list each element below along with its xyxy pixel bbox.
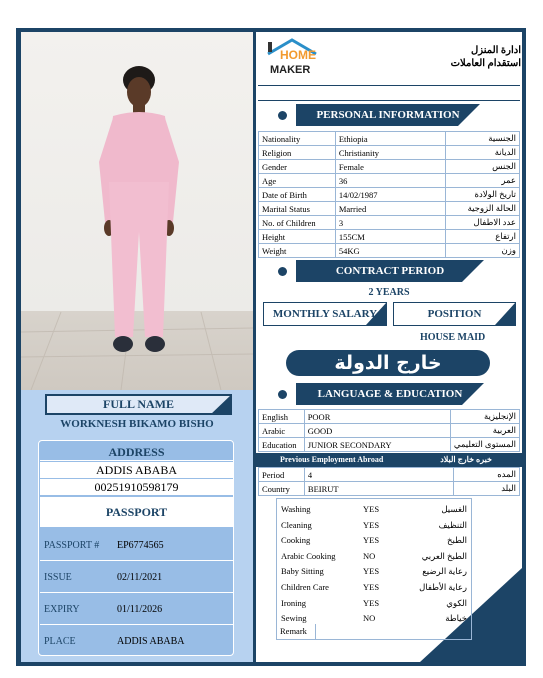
- table-row: [259, 230, 520, 244]
- corner-triangle-icon: [366, 303, 386, 325]
- corner-triangle-icon: [458, 104, 480, 126]
- full-name-value: WORKNESH BIKAMO BISHO: [60, 418, 214, 430]
- row-label: Age: [259, 174, 336, 188]
- address-city: ADDIS ABABA: [40, 462, 233, 478]
- row-arabic-label: الديانة: [446, 146, 520, 160]
- row-value: YES: [363, 582, 380, 592]
- row-value: YES: [363, 535, 380, 545]
- address-label: ADDRESS: [40, 443, 233, 461]
- personal-info-table: [258, 131, 520, 258]
- corner-triangle-icon: [210, 394, 232, 415]
- row-label: Cooking: [281, 535, 311, 545]
- passport-row-label: PASSPORT #: [44, 540, 100, 551]
- row-arabic-label: وزن: [446, 244, 520, 258]
- row-arabic-label: تاريخ الولادة: [446, 188, 520, 202]
- passport-row: [40, 530, 233, 561]
- row-label: Period: [259, 468, 305, 482]
- language-table: [258, 409, 520, 452]
- position-box: [393, 302, 516, 326]
- logo-home-text: HOME: [280, 48, 316, 62]
- passport-row-label: EXPIRY: [44, 604, 80, 615]
- row-value: YES: [363, 520, 380, 530]
- row-label: No. of Children: [259, 216, 336, 230]
- table-row: [277, 579, 473, 595]
- row-label: Gender: [259, 160, 336, 174]
- language-education-header: [296, 383, 484, 405]
- row-value: JUNIOR SECONDARY: [304, 438, 450, 452]
- corner-triangle-icon: [495, 303, 515, 325]
- row-value: YES: [363, 504, 380, 514]
- row-value: 155CM: [335, 230, 445, 244]
- row-label: Arabic: [259, 424, 305, 438]
- row-arabic-label: عدد الاطفال: [446, 216, 520, 230]
- row-value: BEIRUT: [304, 482, 453, 496]
- table-row: [259, 146, 520, 160]
- remark-label: Remark: [276, 624, 316, 639]
- row-arabic-label: المده: [454, 468, 520, 482]
- passport-row-value: 02/11/2021: [117, 572, 163, 583]
- section-title: CONTRACT PERIOD: [335, 265, 445, 277]
- row-label: Children Care: [281, 582, 329, 592]
- table-row: [259, 132, 520, 146]
- table-row: [259, 188, 520, 202]
- row-arabic-label: الإنجليزية: [450, 410, 519, 424]
- row-arabic-label: الجنسية: [446, 132, 520, 146]
- person-figure-icon: [21, 32, 253, 390]
- table-row: [277, 517, 473, 533]
- row-arabic-label: رعاية الرضيع: [422, 566, 467, 576]
- passport-row-label: ISSUE: [44, 572, 72, 583]
- row-arabic-label: المستوى التعليمي: [450, 438, 519, 452]
- table-row: [277, 548, 473, 564]
- row-label: Country: [259, 482, 305, 496]
- row-arabic-label: البلد: [454, 482, 520, 496]
- row-label: Religion: [259, 146, 336, 160]
- table-row: [259, 160, 520, 174]
- corner-triangle-icon: [462, 383, 484, 405]
- passport-title: PASSPORT: [40, 497, 233, 527]
- passport-row: [40, 562, 233, 593]
- arabic-banner: خارج الدولة: [286, 350, 490, 376]
- corner-triangle-icon: [462, 260, 484, 282]
- row-label: English: [259, 410, 305, 424]
- row-value: Ethiopia: [335, 132, 445, 146]
- row-arabic-label: عمر: [446, 174, 520, 188]
- row-value: Christianity: [335, 146, 445, 160]
- passport-row-value: ADDIS ABABA: [117, 636, 185, 647]
- row-value: 14/02/1987: [335, 188, 445, 202]
- bullet-icon: [278, 267, 287, 276]
- candidate-photo: [21, 32, 253, 390]
- row-label: Education: [259, 438, 305, 452]
- table-row: [277, 595, 473, 611]
- divider: [258, 100, 520, 101]
- row-value: POOR: [304, 410, 450, 424]
- table-row: [277, 532, 473, 548]
- table-row: [277, 501, 473, 517]
- row-label: Ironing: [281, 598, 307, 608]
- row-arabic-label: الطبخ: [447, 535, 467, 545]
- row-value: NO: [363, 551, 376, 561]
- previous-employment-header: [256, 453, 522, 467]
- row-label: Baby Sitting: [281, 566, 324, 576]
- section-title: Previous Employment Abroad: [280, 455, 384, 464]
- table-row: [259, 410, 520, 424]
- box-label: MONTHLY SALARY: [272, 308, 378, 320]
- row-label: Date of Birth: [259, 188, 336, 202]
- full-name-label: FULL NAME: [45, 394, 232, 415]
- row-arabic-label: الغسيل: [441, 504, 467, 514]
- section-title: LANGUAGE & EDUCATION: [317, 388, 463, 400]
- section-title-arabic: خبره خارج البلاد: [440, 455, 492, 464]
- row-value: Married: [335, 202, 445, 216]
- row-value: 54KG: [335, 244, 445, 258]
- company-logo: [266, 38, 318, 83]
- table-row: [259, 482, 520, 496]
- company-arabic-name: [451, 44, 521, 70]
- row-arabic-label: العربية: [450, 424, 519, 438]
- row-value: GOOD: [304, 424, 450, 438]
- row-value: YES: [363, 566, 380, 576]
- row-arabic-label: الطبخ العربي: [421, 551, 467, 561]
- table-row: [259, 216, 520, 230]
- section-title: PERSONAL INFORMATION: [316, 109, 460, 121]
- row-label: Height: [259, 230, 336, 244]
- bullet-icon: [278, 390, 287, 399]
- table-row: [259, 244, 520, 258]
- row-value: Female: [335, 160, 445, 174]
- passport-row-value: EP6774565: [117, 540, 164, 551]
- bullet-icon: [278, 111, 287, 120]
- row-label: Sewing: [281, 613, 307, 623]
- table-row: [259, 174, 520, 188]
- previous-employment-table: [258, 467, 520, 496]
- row-label: Weight: [259, 244, 336, 258]
- row-label: Washing: [281, 504, 311, 514]
- row-label: Cleaning: [281, 520, 312, 530]
- passport-row: [40, 594, 233, 625]
- divider: [258, 85, 520, 86]
- table-row: [259, 468, 520, 482]
- row-arabic-label: الحالة الزوجية: [446, 202, 520, 216]
- row-arabic-label: رعاية الأطفال: [419, 582, 467, 592]
- row-value: YES: [363, 598, 380, 608]
- row-arabic-label: التنظيف: [438, 520, 467, 530]
- row-value: 36: [335, 174, 445, 188]
- row-value: 4: [304, 468, 453, 482]
- table-row: [259, 424, 520, 438]
- passport-row: [40, 626, 233, 657]
- row-arabic-label: الكوي: [446, 598, 467, 608]
- passport-row-value: 01/11/2026: [117, 604, 163, 615]
- logo-maker-text: MAKER: [270, 64, 311, 76]
- table-row: [259, 202, 520, 216]
- table-row: [259, 438, 520, 452]
- passport-row-label: PLACE: [44, 636, 76, 647]
- row-label: Nationality: [259, 132, 336, 146]
- company-arabic-line: استقدام العاملات: [450, 58, 521, 69]
- contract-period-header: [296, 260, 484, 282]
- skills-table: [276, 498, 472, 640]
- row-arabic-label: الجنس: [446, 160, 520, 174]
- row-arabic-label: ارتفاع: [446, 230, 520, 244]
- position-value: HOUSE MAID: [420, 332, 486, 343]
- row-label: Arabic Cooking: [281, 551, 336, 561]
- personal-info-header: [296, 104, 480, 126]
- company-arabic-line: ادارة المنزل: [471, 45, 521, 56]
- row-label: Marital Status: [259, 202, 336, 216]
- box-label: POSITION: [427, 308, 482, 320]
- row-value: 3: [335, 216, 445, 230]
- table-row: [277, 563, 473, 579]
- contract-years: 2 YEARS: [368, 287, 410, 298]
- monthly-salary-box: [263, 302, 387, 326]
- phone-number: 00251910598179: [40, 479, 233, 495]
- row-arabic-label: خياطة: [445, 613, 467, 623]
- row-value: NO: [363, 613, 376, 623]
